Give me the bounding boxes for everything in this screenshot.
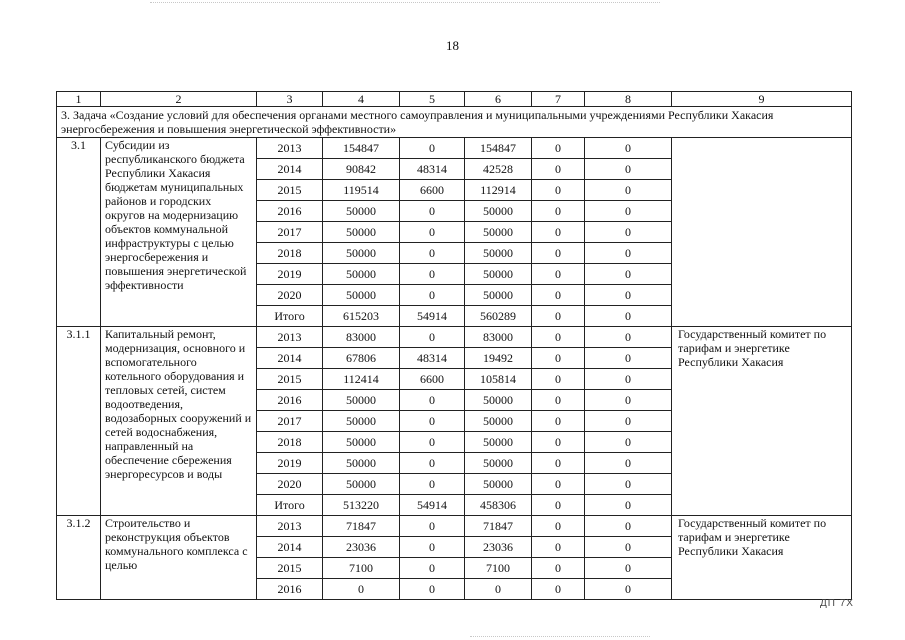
year-cell: 2018 (257, 432, 323, 453)
other-cell: 0 (585, 285, 672, 306)
section-index: 3.1.2 (57, 516, 101, 600)
section-executor: Государственный комитет по тарифам и энергетике Республики Хакасия (672, 327, 852, 516)
federal-cell: 0 (400, 327, 465, 348)
total-cell: 50000 (323, 201, 400, 222)
total-cell: 50000 (323, 453, 400, 474)
local-cell: 0 (532, 411, 585, 432)
regional-cell: 50000 (465, 264, 532, 285)
section-index: 3.1.1 (57, 327, 101, 516)
local-cell: 0 (532, 264, 585, 285)
year-cell: 2019 (257, 453, 323, 474)
other-cell: 0 (585, 201, 672, 222)
other-cell: 0 (585, 537, 672, 558)
regional-cell: 50000 (465, 432, 532, 453)
year-cell: 2015 (257, 558, 323, 579)
regional-cell: 50000 (465, 243, 532, 264)
year-cell: Итого (257, 306, 323, 327)
year-cell: 2017 (257, 222, 323, 243)
regional-cell: 154847 (465, 138, 532, 159)
regional-cell: 83000 (465, 327, 532, 348)
table-row (57, 138, 852, 159)
regional-cell: 112914 (465, 180, 532, 201)
regional-cell: 19492 (465, 348, 532, 369)
other-cell: 0 (585, 474, 672, 495)
local-cell: 0 (532, 369, 585, 390)
column-number: 4 (323, 92, 400, 107)
year-cell: 2019 (257, 264, 323, 285)
total-cell: 513220 (323, 495, 400, 516)
total-cell: 112414 (323, 369, 400, 390)
other-cell: 0 (585, 411, 672, 432)
other-cell: 0 (585, 264, 672, 285)
total-cell: 71847 (323, 516, 400, 537)
federal-cell: 0 (400, 558, 465, 579)
total-cell: 50000 (323, 390, 400, 411)
regional-cell: 0 (465, 579, 532, 600)
program-table (56, 91, 852, 600)
regional-cell: 23036 (465, 537, 532, 558)
scan-mark: ДП 7Х (820, 598, 854, 609)
column-number: 2 (101, 92, 257, 107)
federal-cell: 48314 (400, 348, 465, 369)
other-cell: 0 (585, 432, 672, 453)
federal-cell: 0 (400, 579, 465, 600)
total-cell: 7100 (323, 558, 400, 579)
year-cell: 2018 (257, 243, 323, 264)
other-cell: 0 (585, 558, 672, 579)
federal-cell: 0 (400, 138, 465, 159)
other-cell: 0 (585, 243, 672, 264)
total-cell: 50000 (323, 264, 400, 285)
year-cell: 2013 (257, 516, 323, 537)
year-cell: 2013 (257, 138, 323, 159)
regional-cell: 50000 (465, 474, 532, 495)
total-cell: 83000 (323, 327, 400, 348)
local-cell: 0 (532, 516, 585, 537)
total-cell: 50000 (323, 411, 400, 432)
regional-cell: 105814 (465, 369, 532, 390)
local-cell: 0 (532, 558, 585, 579)
column-number: 1 (57, 92, 101, 107)
year-cell: 2020 (257, 474, 323, 495)
federal-cell: 0 (400, 201, 465, 222)
regional-cell: 50000 (465, 222, 532, 243)
regional-cell: 50000 (465, 285, 532, 306)
federal-cell: 0 (400, 285, 465, 306)
other-cell: 0 (585, 159, 672, 180)
total-cell: 119514 (323, 180, 400, 201)
year-cell: Итого (257, 495, 323, 516)
local-cell: 0 (532, 222, 585, 243)
federal-cell: 0 (400, 243, 465, 264)
other-cell: 0 (585, 222, 672, 243)
regional-cell: 50000 (465, 201, 532, 222)
other-cell: 0 (585, 138, 672, 159)
local-cell: 0 (532, 180, 585, 201)
year-cell: 2014 (257, 348, 323, 369)
other-cell: 0 (585, 180, 672, 201)
total-cell: 50000 (323, 432, 400, 453)
year-cell: 2015 (257, 369, 323, 390)
local-cell: 0 (532, 201, 585, 222)
year-cell: 2014 (257, 159, 323, 180)
regional-cell: 458306 (465, 495, 532, 516)
total-cell: 154847 (323, 138, 400, 159)
column-number: 6 (465, 92, 532, 107)
federal-cell: 6600 (400, 369, 465, 390)
federal-cell: 0 (400, 222, 465, 243)
local-cell: 0 (532, 537, 585, 558)
federal-cell: 0 (400, 516, 465, 537)
other-cell: 0 (585, 306, 672, 327)
total-cell: 23036 (323, 537, 400, 558)
total-cell: 50000 (323, 285, 400, 306)
table-row (57, 516, 852, 537)
year-cell: 2016 (257, 579, 323, 600)
local-cell: 0 (532, 432, 585, 453)
local-cell: 0 (532, 579, 585, 600)
local-cell: 0 (532, 159, 585, 180)
regional-cell: 50000 (465, 453, 532, 474)
task-row (57, 107, 852, 138)
local-cell: 0 (532, 138, 585, 159)
regional-cell: 50000 (465, 411, 532, 432)
federal-cell: 54914 (400, 495, 465, 516)
other-cell: 0 (585, 495, 672, 516)
local-cell: 0 (532, 327, 585, 348)
other-cell: 0 (585, 390, 672, 411)
federal-cell: 48314 (400, 159, 465, 180)
column-number: 3 (257, 92, 323, 107)
other-cell: 0 (585, 453, 672, 474)
regional-cell: 42528 (465, 159, 532, 180)
federal-cell: 0 (400, 264, 465, 285)
table-row (57, 327, 852, 348)
federal-cell: 0 (400, 432, 465, 453)
page-number: 18 (446, 38, 459, 53)
federal-cell: 54914 (400, 306, 465, 327)
local-cell: 0 (532, 348, 585, 369)
federal-cell: 0 (400, 474, 465, 495)
other-cell: 0 (585, 369, 672, 390)
federal-cell: 0 (400, 390, 465, 411)
regional-cell: 50000 (465, 390, 532, 411)
year-cell: 2015 (257, 180, 323, 201)
local-cell: 0 (532, 474, 585, 495)
other-cell: 0 (585, 327, 672, 348)
task-title: 3. Задача «Создание условий для обеспечения органами местного самоуправления и муниципальными учреждениями Республики Хакасия энергосбережения и повышения энергетической эффективности» (57, 107, 852, 138)
section-executor: Государственный комитет по тарифам и энергетике Республики Хакасия (672, 516, 852, 600)
year-cell: 2017 (257, 411, 323, 432)
other-cell: 0 (585, 516, 672, 537)
local-cell: 0 (532, 306, 585, 327)
section-description: Строительство и реконструкция объектов коммунального комплекса с целью (101, 516, 257, 600)
regional-cell: 560289 (465, 306, 532, 327)
federal-cell: 0 (400, 537, 465, 558)
section-description: Капитальный ремонт, модернизация, основного и вспомогательного котельного оборудования и тепловых сетей, систем водоотведения, водозаборных сооружений и сетей водоснабжения, направленный на обеспечение сбережения энергоресурсов и воды (101, 327, 257, 516)
year-cell: 2016 (257, 201, 323, 222)
column-number: 7 (532, 92, 585, 107)
local-cell: 0 (532, 390, 585, 411)
federal-cell: 0 (400, 411, 465, 432)
column-number: 5 (400, 92, 465, 107)
year-cell: 2013 (257, 327, 323, 348)
scan-artifact-top (150, 2, 660, 4)
section-description: Субсидии из республиканского бюджета Республики Хакасия бюджетам муниципальных районов и городских округов на модернизацию объектов коммунальной инфраструктуры с целью энергосбережения и повышения энергетической эффективности (101, 138, 257, 327)
total-cell: 50000 (323, 243, 400, 264)
column-number-row (57, 92, 852, 107)
other-cell: 0 (585, 579, 672, 600)
local-cell: 0 (532, 285, 585, 306)
year-cell: 2020 (257, 285, 323, 306)
federal-cell: 6600 (400, 180, 465, 201)
regional-cell: 7100 (465, 558, 532, 579)
column-number: 9 (672, 92, 852, 107)
total-cell: 50000 (323, 474, 400, 495)
year-cell: 2016 (257, 390, 323, 411)
total-cell: 615203 (323, 306, 400, 327)
other-cell: 0 (585, 348, 672, 369)
total-cell: 50000 (323, 222, 400, 243)
scan-artifact-bottom (470, 636, 650, 638)
total-cell: 0 (323, 579, 400, 600)
federal-cell: 0 (400, 453, 465, 474)
year-cell: 2014 (257, 537, 323, 558)
section-index: 3.1 (57, 138, 101, 327)
local-cell: 0 (532, 453, 585, 474)
total-cell: 67806 (323, 348, 400, 369)
column-number: 8 (585, 92, 672, 107)
section-executor (672, 138, 852, 327)
total-cell: 90842 (323, 159, 400, 180)
regional-cell: 71847 (465, 516, 532, 537)
local-cell: 0 (532, 495, 585, 516)
local-cell: 0 (532, 243, 585, 264)
